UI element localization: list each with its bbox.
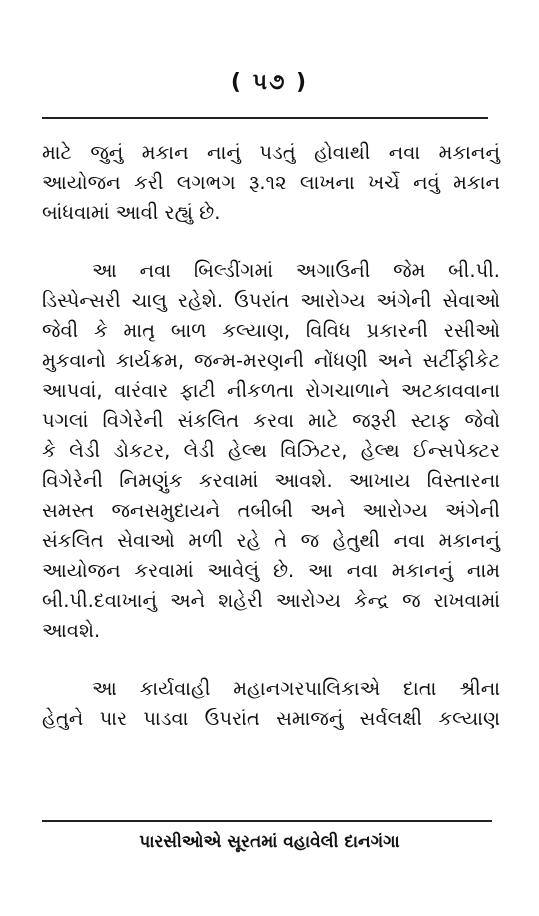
- top-rule: [42, 117, 488, 119]
- footer-title: પારસીઓએ સૂરતમાં વહાવેલી દાનગંગા: [139, 832, 400, 852]
- text-line: આપવાં, વારંવાર ફાટી નીકળતા રોગચાળાને અટકાવવાના: [42, 379, 500, 402]
- text-line: કે લેડી ડોકટર, લેડી હેલ્થ વિઝિટર, હેલ્થ ઈન્સપેક્ટર: [42, 439, 500, 462]
- paragraph-2: [42, 256, 500, 646]
- text-line: જેવી કે માતૃ બાળ કલ્યાણ, વિવિધ પ્રકારની રસીઓ: [42, 319, 500, 342]
- text-line: માટે જુનું મકાન નાનું પડતું હોવાથી નવા મકાનનું: [42, 141, 500, 164]
- text-line: પગલાં વિગેરેની સંકલિત કરવા માટે જરૂરી સ્ટાફ જેવો: [42, 409, 500, 432]
- paragraph-gap: [42, 646, 500, 674]
- text-line: આ નવા બિલ્ડીંગમાં અગાઉની જેમ બી.પી.: [92, 259, 500, 282]
- text-line: આયોજન કરવામાં આવેલું છે. આ નવા મકાનનું નામ: [42, 559, 500, 582]
- text-line: ડિસ્પેન્સરી ચાલુ રહેશે. ઉપરાંત આરોગ્ય અંગેની સેવાઓ: [42, 289, 500, 312]
- text-line: બી.પી.દવાખાનું અને શહેરી આરોગ્ય કેન્દ્ર જ રાખવામાં: [42, 589, 500, 612]
- text-line: સંકલિત સેવાઓ મળી રહે તે જ હેતુથી નવા મકાનનું: [42, 529, 500, 552]
- paragraph-1: [42, 138, 500, 228]
- page-number: ( ૫૭ ): [230, 70, 309, 95]
- text-line: આ કાર્યવાહી મહાનગરપાલિકાએ દાતા શ્રીના: [92, 677, 500, 700]
- text-line: બાંધવામાં આવી રહ્યું છે.: [42, 201, 221, 224]
- text-line: સમસ્ત જનસમુદાયને તબીબી અને આરોગ્ય અંગેની: [42, 499, 500, 522]
- text-line: આયોજન કરી લગભગ રૂ.૧૨ લાખના ખર્ચે નવું મકાન: [42, 171, 500, 194]
- text-line: હેતુને પાર પાડવા ઉપરાંત સમાજનું સર્વલક્ષી કલ્યાણ: [42, 707, 500, 730]
- text-line: વિગેરેની નિમણુંક કરવામાં આવશે. આખાય વિસ્તારના: [42, 469, 500, 492]
- paragraph-gap: [42, 228, 500, 256]
- paragraph-3: [42, 674, 500, 734]
- text-line: મુકવાનો કાર્યક્રમ, જન્મ-મરણની નોંધણી અને સર્ટીફીકેટ: [42, 349, 500, 372]
- body-text: [42, 138, 500, 734]
- text-line: આવશે.: [42, 619, 101, 642]
- bottom-rule: [42, 820, 492, 822]
